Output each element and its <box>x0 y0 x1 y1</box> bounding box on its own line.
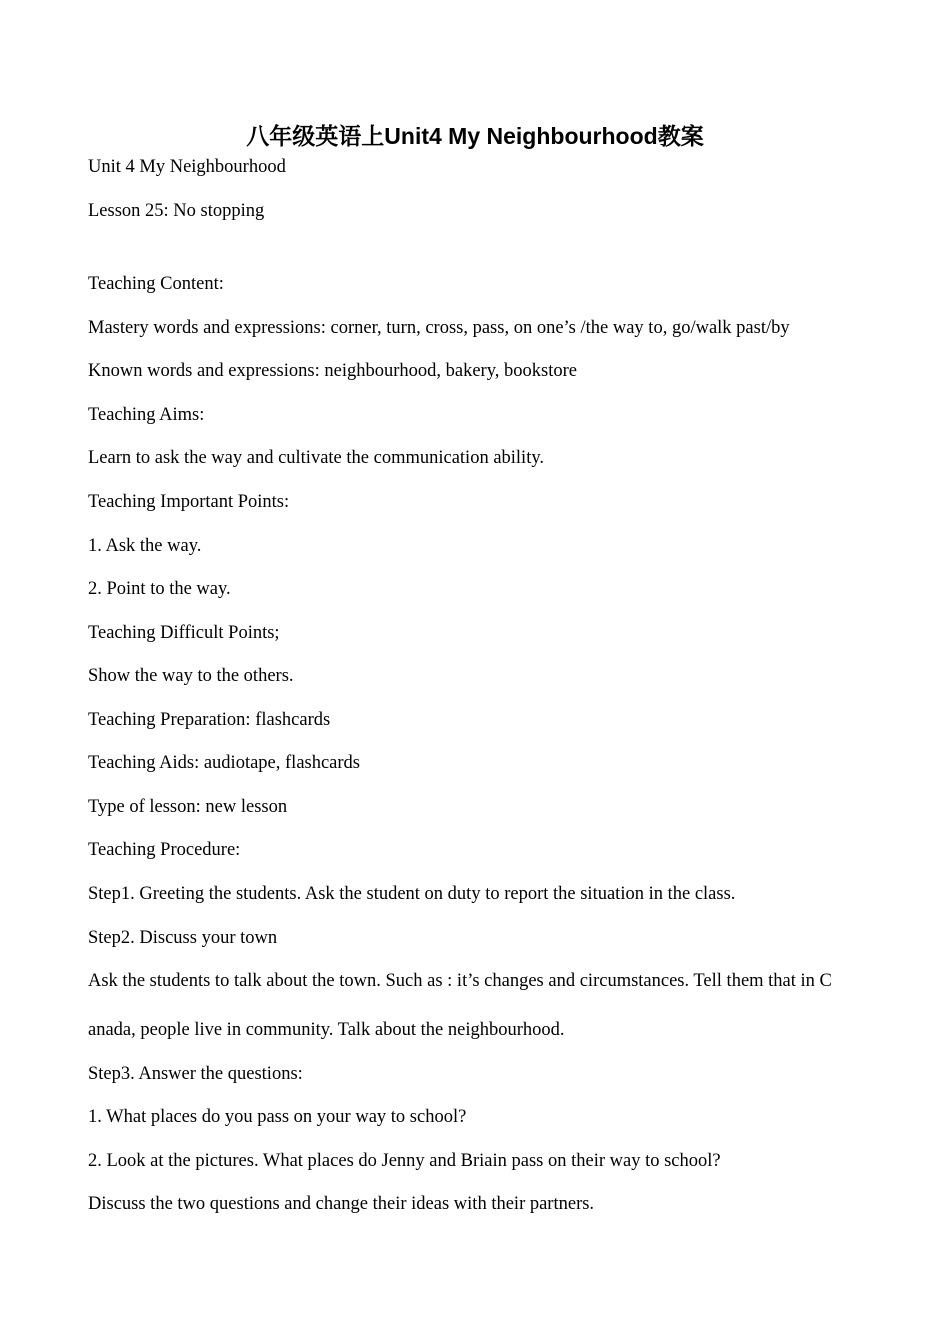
teaching-aims-text: Learn to ask the way and cultivate the communication ability. <box>88 448 545 468</box>
document-title: 八年级英语上Unit4 My Neighbourhood教案 <box>246 123 704 149</box>
discussion-line: Discuss the two questions and change their ideas with their partners. <box>88 1194 595 1214</box>
difficult-points-heading: Teaching Difficult Points; <box>88 623 280 643</box>
question-1: 1. What places do you pass on your way to school? <box>88 1107 467 1127</box>
unit-heading: Unit 4 My Neighbourhood <box>88 157 286 177</box>
teaching-preparation-line: Teaching Preparation: flashcards <box>88 710 331 730</box>
procedure-heading: Teaching Procedure: <box>88 840 241 860</box>
important-point-2: 2. Point to the way. <box>88 579 231 599</box>
known-words-line: Known words and expressions: neighbourhood, bakery, bookstore <box>88 361 577 381</box>
teaching-aids-line: Teaching Aids: audiotape, flashcards <box>88 753 361 773</box>
important-point-1: 1. Ask the way. <box>88 536 202 556</box>
difficult-points-text: Show the way to the others. <box>88 666 294 686</box>
step2-paragraph-line-2: anada, people live in community. Talk about the neighbourhood. <box>88 1020 565 1040</box>
step2-line: Step2. Discuss your town <box>88 928 278 948</box>
mastery-words-line: Mastery words and expressions: corner, turn, cross, pass, on one’s /the way to, go/walk past/by <box>88 318 790 338</box>
question-2: 2. Look at the pictures. What places do Jenny and Briain pass on their way to school? <box>88 1151 721 1171</box>
step2-paragraph-line-1: Ask the students to talk about the town. Such as : it’s changes and circumstances. Tell them that in C <box>88 971 832 991</box>
lesson-heading: Lesson 25: No stopping <box>88 201 265 221</box>
teaching-aims-heading: Teaching Aims: <box>88 405 205 425</box>
lesson-type-line: Type of lesson: new lesson <box>88 797 288 817</box>
step1-line: Step1. Greeting the students. Ask the student on duty to report the situation in the class. <box>88 884 736 904</box>
important-points-heading: Teaching Important Points: <box>88 492 290 512</box>
step3-line: Step3. Answer the questions: <box>88 1064 303 1084</box>
teaching-content-heading: Teaching Content: <box>88 274 224 294</box>
